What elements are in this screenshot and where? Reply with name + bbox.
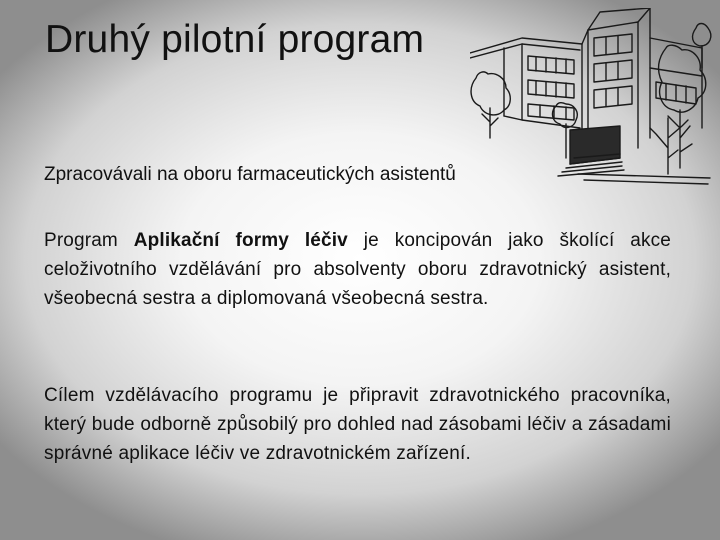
paragraph-program-description bbox=[44, 226, 671, 313]
slide-title: Druhý pilotní program bbox=[45, 18, 425, 61]
paragraph-program-goal: Cílem vzdělávacího programu je připravit zdravotnického pracovníka, který bude odborně způsobilý pro dohled nad zásobami léčiv a zásadami správné aplikace léčiv ve zdravotnickém zařízení. bbox=[44, 385, 671, 464]
program-name-emphasis: Aplikační formy léčiv bbox=[133, 230, 348, 251]
program-intro-text: Program bbox=[44, 230, 134, 251]
paragraph-farmaceuticti-asistenti: Zpracovávali na oboru farmaceutických asistentů bbox=[44, 164, 456, 185]
program-description-text: je koncipován jako školící akce celoživotního vzdělávání pro absolventy oboru zdravotnický asistent, všeobecná sestra a diplomovaná všeobecná sestra. bbox=[44, 230, 671, 309]
